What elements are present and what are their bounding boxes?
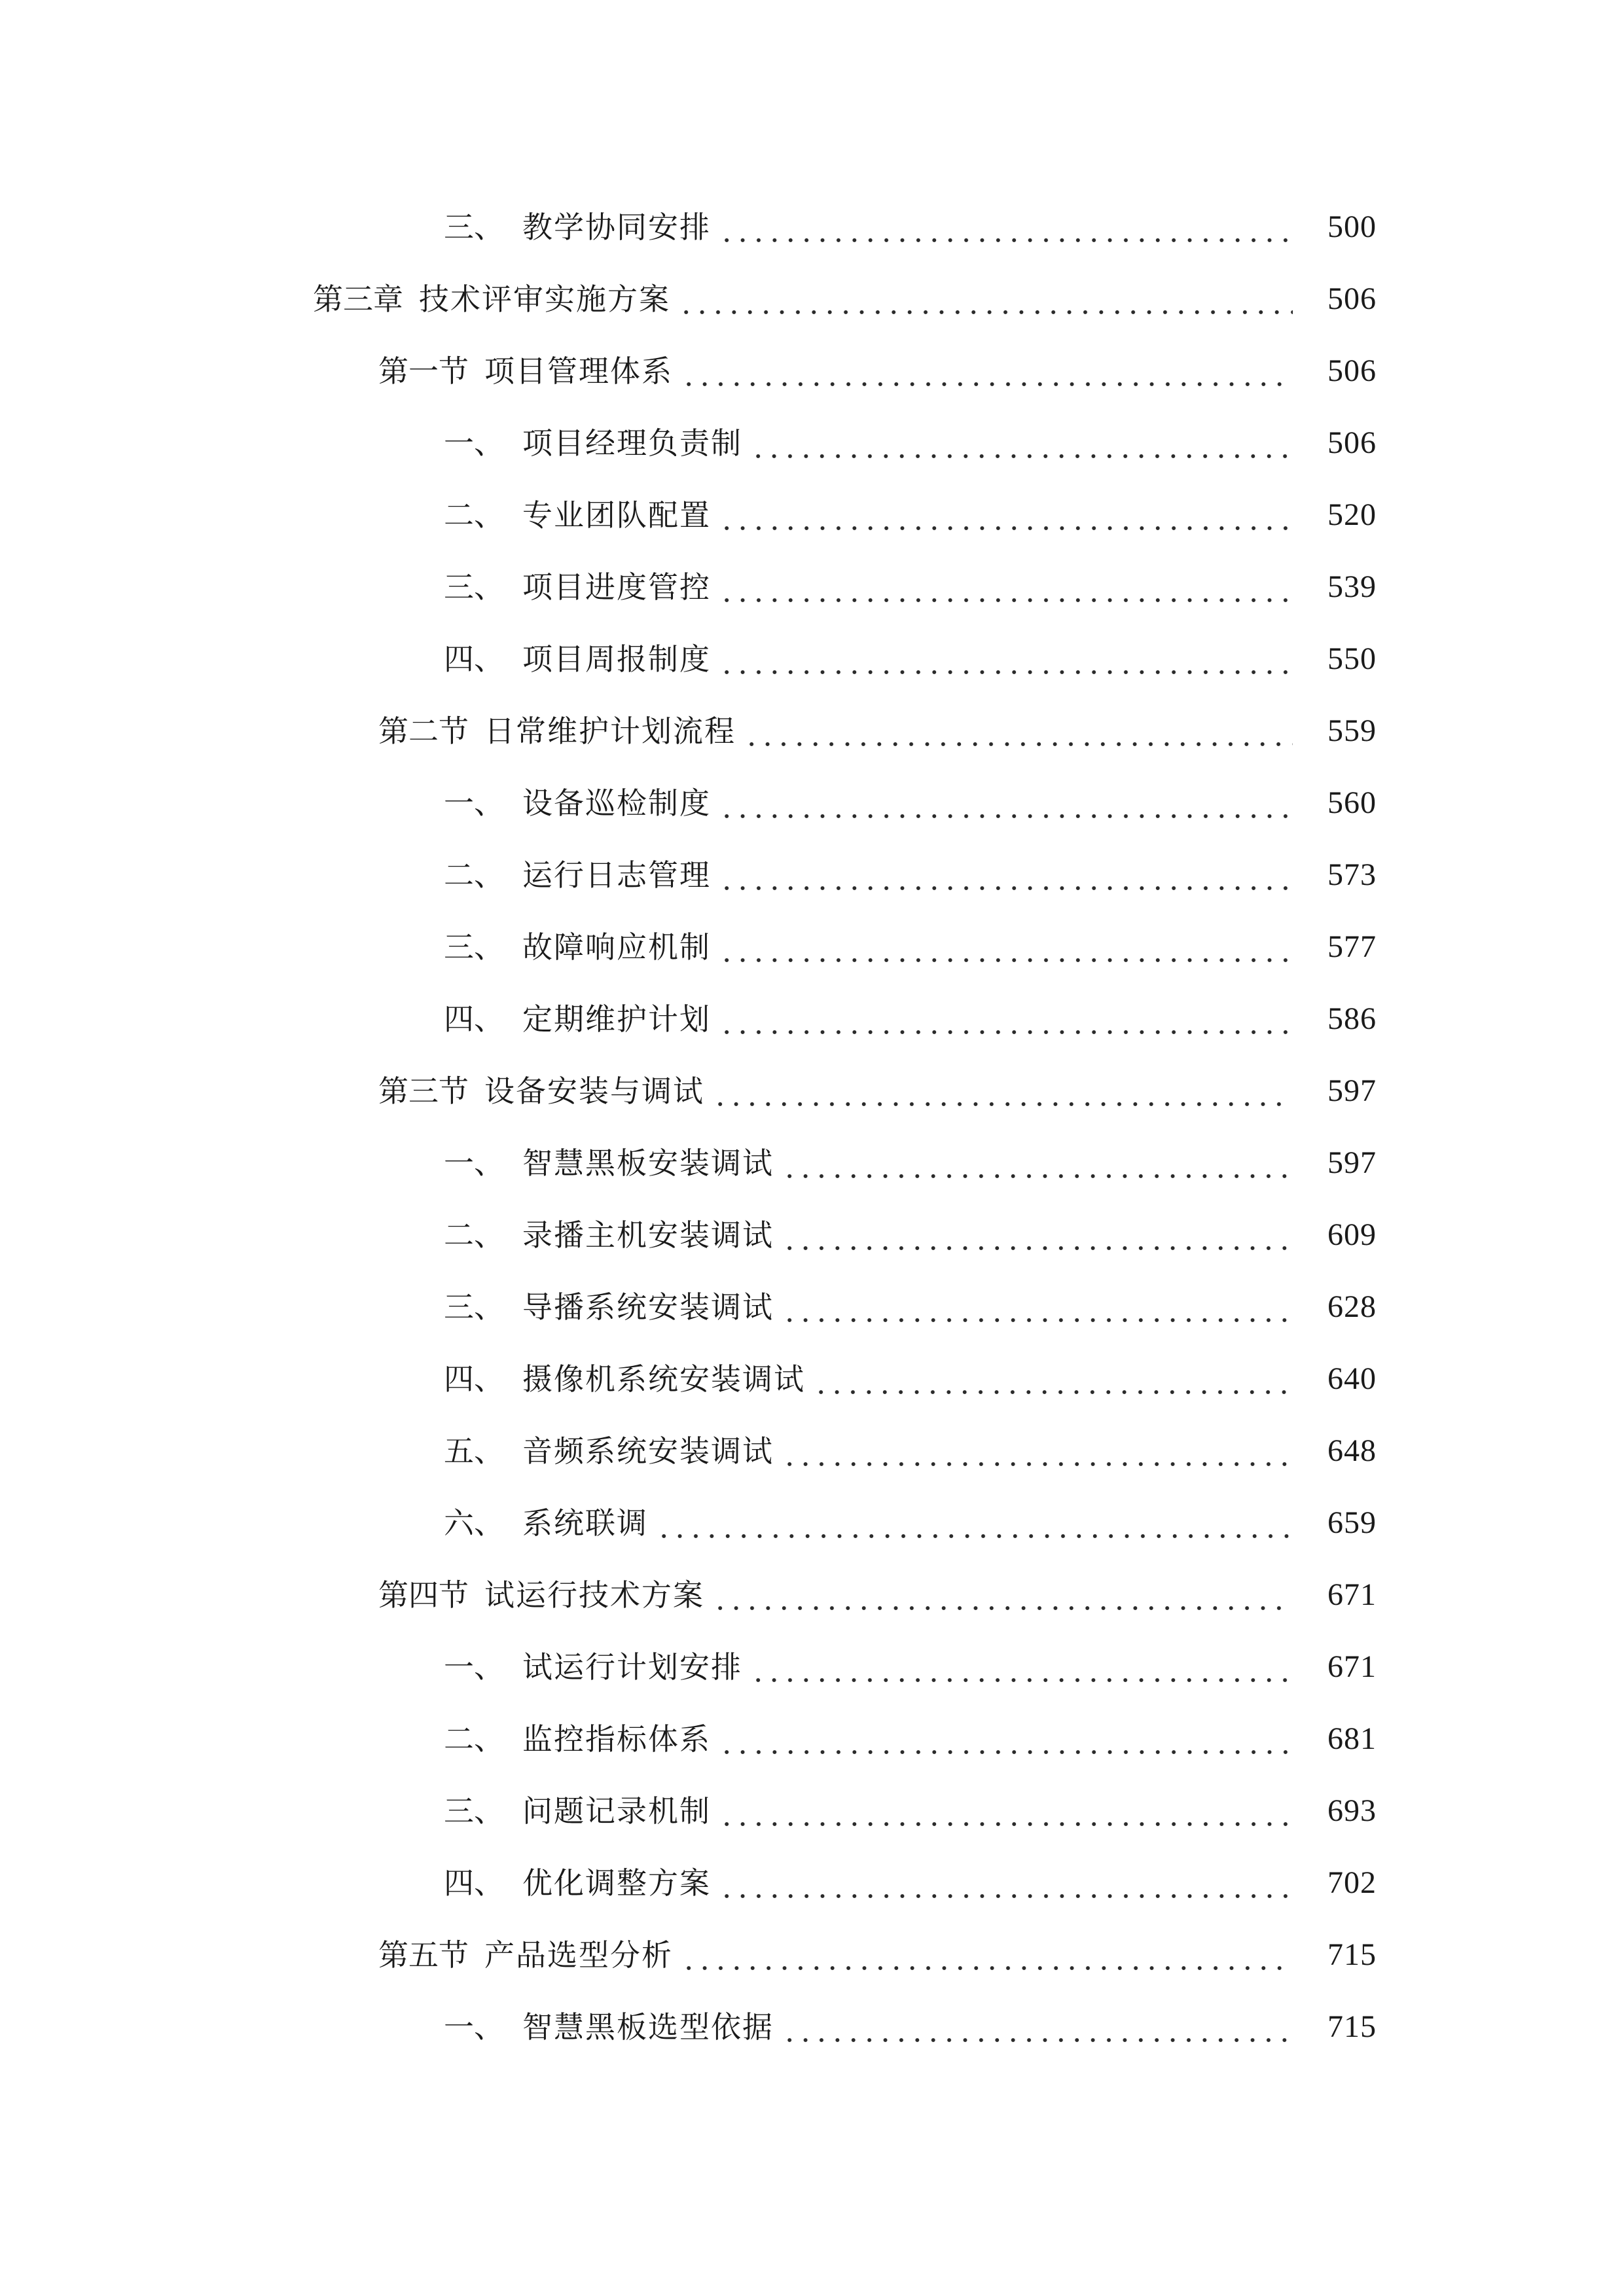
- toc-entry[interactable]: [0, 695, 1624, 767]
- toc-entry[interactable]: [0, 983, 1624, 1055]
- entry-label: [444, 1719, 711, 1759]
- entry-title: 运行日志管理: [522, 857, 711, 893]
- entry-number: 一、: [444, 2009, 504, 2045]
- entry-title: 产品选型分析: [484, 1937, 673, 1973]
- entry-label: [444, 423, 742, 463]
- entry-number: 第二节: [378, 713, 469, 749]
- entry-label: [444, 1431, 774, 1471]
- toc-entry[interactable]: [0, 1919, 1624, 1991]
- entry-title: 项目经理负责制: [522, 425, 742, 461]
- entry-label: [444, 999, 711, 1039]
- toc-entry[interactable]: [0, 1991, 1624, 2063]
- dot-leader: [719, 236, 1293, 245]
- entry-title: 项目周报制度: [522, 641, 711, 677]
- toc-entry[interactable]: [0, 1199, 1624, 1271]
- entry-label: [444, 1791, 711, 1831]
- entry-title: 音频系统安装调试: [522, 1433, 774, 1469]
- dot-leader: [782, 1244, 1293, 1253]
- page-number: 506: [1327, 353, 1377, 388]
- entry-number: 二、: [444, 857, 504, 893]
- page-number: 628: [1327, 1289, 1377, 1324]
- page-number: 550: [1327, 641, 1377, 676]
- page-number: 693: [1327, 1793, 1377, 1828]
- page-number: 597: [1327, 1073, 1377, 1108]
- entry-title: 监控指标体系: [522, 1721, 711, 1757]
- entry-number: 一、: [444, 425, 504, 461]
- page-number: 559: [1327, 713, 1377, 748]
- entry-title: 定期维护计划: [522, 1001, 711, 1037]
- entry-number: 第一节: [378, 353, 469, 389]
- entry-title: 试运行技术方案: [484, 1577, 704, 1613]
- toc-entry[interactable]: [0, 1847, 1624, 1919]
- page-number: 586: [1327, 1001, 1377, 1036]
- toc-entry[interactable]: [0, 911, 1624, 983]
- dot-leader: [750, 452, 1293, 461]
- entry-label: [444, 1863, 711, 1903]
- dot-leader: [719, 524, 1293, 533]
- entry-number: 三、: [444, 929, 504, 965]
- toc-entry[interactable]: [0, 623, 1624, 695]
- toc-entry[interactable]: [0, 263, 1624, 335]
- entry-label: [444, 207, 711, 247]
- page-number: 671: [1327, 1577, 1377, 1612]
- toc-entry[interactable]: [0, 1343, 1624, 1415]
- page-number: 659: [1327, 1505, 1377, 1540]
- dot-leader: [712, 1100, 1293, 1109]
- page-number: 577: [1327, 929, 1377, 964]
- dot-leader: [719, 956, 1293, 965]
- dot-leader: [813, 1388, 1293, 1397]
- page-number: 671: [1327, 1649, 1377, 1684]
- entry-title: 优化调整方案: [522, 1865, 711, 1901]
- dot-leader: [712, 1604, 1293, 1613]
- entry-title: 智慧黑板选型依据: [522, 2009, 774, 2045]
- entry-title: 项目管理体系: [484, 353, 673, 389]
- dot-leader: [719, 812, 1293, 821]
- toc-entry[interactable]: [0, 1775, 1624, 1847]
- dot-leader: [719, 1820, 1293, 1829]
- entry-number: 二、: [444, 497, 504, 533]
- page-number: 609: [1327, 1217, 1377, 1252]
- page-number: 648: [1327, 1433, 1377, 1468]
- toc-entry[interactable]: [0, 191, 1624, 263]
- page-number: 539: [1327, 569, 1377, 604]
- page-number: 506: [1327, 281, 1377, 316]
- entry-number: 第四节: [378, 1577, 469, 1613]
- entry-number: 四、: [444, 641, 504, 677]
- entry-label: [378, 1071, 704, 1111]
- entry-title: 项目进度管控: [522, 569, 711, 605]
- entry-number: 四、: [444, 1001, 504, 1037]
- page-number: 715: [1327, 2009, 1377, 2044]
- entry-label: [378, 351, 673, 391]
- entry-title: 日常维护计划流程: [484, 713, 736, 749]
- page-number: 506: [1327, 425, 1377, 460]
- entry-number: 第三节: [378, 1073, 469, 1109]
- entry-label: [444, 1287, 774, 1327]
- dot-leader: [782, 1316, 1293, 1325]
- page-number: 500: [1327, 209, 1377, 244]
- entry-label: [444, 1503, 648, 1543]
- toc-entry[interactable]: [0, 335, 1624, 407]
- toc-entry[interactable]: [0, 479, 1624, 551]
- entry-title: 设备巡检制度: [522, 785, 711, 821]
- entry-number: 四、: [444, 1865, 504, 1901]
- entry-title: 试运行计划安排: [522, 1649, 742, 1685]
- entry-title: 录播主机安装调试: [522, 1217, 774, 1253]
- entry-number: 三、: [444, 1793, 504, 1829]
- entry-label: [378, 1575, 704, 1615]
- dot-leader: [782, 1172, 1293, 1181]
- toc-entry[interactable]: [0, 1559, 1624, 1631]
- dot-leader: [782, 1460, 1293, 1469]
- entry-label: [444, 567, 711, 607]
- dot-leader: [681, 380, 1293, 389]
- entry-label: [444, 1359, 805, 1399]
- entry-number: 二、: [444, 1217, 504, 1253]
- dot-leader: [719, 1028, 1293, 1037]
- entry-label: [444, 855, 711, 895]
- dot-leader: [719, 884, 1293, 893]
- dot-leader: [681, 1964, 1293, 1973]
- page-number: 597: [1327, 1145, 1377, 1180]
- entry-title: 系统联调: [522, 1505, 648, 1541]
- entry-number: 一、: [444, 1145, 504, 1181]
- entry-title: 故障响应机制: [522, 929, 711, 965]
- entry-label: [378, 1935, 673, 1975]
- entry-title: 专业团队配置: [522, 497, 711, 533]
- page-number: 702: [1327, 1865, 1377, 1900]
- dot-leader: [719, 668, 1293, 677]
- entry-title: 教学协同安排: [522, 209, 711, 245]
- entry-number: 一、: [444, 785, 504, 821]
- entry-title: 技术评审实施方案: [419, 281, 670, 317]
- entry-title: 导播系统安装调试: [522, 1289, 774, 1325]
- entry-label: [444, 495, 711, 535]
- toc-entry[interactable]: [0, 407, 1624, 479]
- dot-leader: [782, 2036, 1293, 2045]
- toc-entry[interactable]: [0, 767, 1624, 839]
- page-number: 681: [1327, 1721, 1377, 1756]
- table-of-contents: [0, 191, 1624, 2063]
- entry-number: 六、: [444, 1505, 504, 1541]
- page-number: 715: [1327, 1937, 1377, 1972]
- toc-entry[interactable]: [0, 1127, 1624, 1199]
- dot-leader: [656, 1532, 1293, 1541]
- entry-title: 摄像机系统安装调试: [522, 1361, 805, 1397]
- entry-number: 五、: [444, 1433, 504, 1469]
- entry-number: 第五节: [378, 1937, 469, 1973]
- toc-entry[interactable]: [0, 1487, 1624, 1559]
- toc-entry[interactable]: [0, 1055, 1624, 1127]
- toc-entry[interactable]: [0, 551, 1624, 623]
- page-number: 560: [1327, 785, 1377, 820]
- dot-leader: [750, 1676, 1293, 1685]
- entry-title: 问题记录机制: [522, 1793, 711, 1829]
- entry-number: 三、: [444, 569, 504, 605]
- page-number: 640: [1327, 1361, 1377, 1396]
- entry-label: [444, 639, 711, 679]
- entry-label: [313, 279, 670, 319]
- dot-leader: [719, 1748, 1293, 1757]
- dot-leader: [719, 1892, 1293, 1901]
- dot-leader: [744, 740, 1293, 749]
- entry-title: 设备安装与调试: [484, 1073, 704, 1109]
- entry-label: [444, 927, 711, 967]
- entry-number: 第三章: [313, 281, 403, 317]
- entry-number: 三、: [444, 209, 504, 245]
- entry-number: 一、: [444, 1649, 504, 1685]
- entry-label: [444, 2007, 774, 2047]
- page-number: 573: [1327, 857, 1377, 892]
- entry-title: 智慧黑板安装调试: [522, 1145, 774, 1181]
- toc-entry[interactable]: [0, 1703, 1624, 1775]
- entry-number: 二、: [444, 1721, 504, 1757]
- entry-label: [378, 711, 736, 751]
- toc-entry[interactable]: [0, 1415, 1624, 1487]
- entry-number: 三、: [444, 1289, 504, 1325]
- toc-entry[interactable]: [0, 1631, 1624, 1703]
- entry-label: [444, 1647, 742, 1687]
- dot-leader: [719, 596, 1293, 605]
- entry-label: [444, 1143, 774, 1183]
- toc-entry[interactable]: [0, 1271, 1624, 1343]
- page-number: 520: [1327, 497, 1377, 532]
- entry-label: [444, 1215, 774, 1255]
- entry-number: 四、: [444, 1361, 504, 1397]
- dot-leader: [678, 308, 1293, 317]
- toc-entry[interactable]: [0, 839, 1624, 911]
- entry-label: [444, 783, 711, 823]
